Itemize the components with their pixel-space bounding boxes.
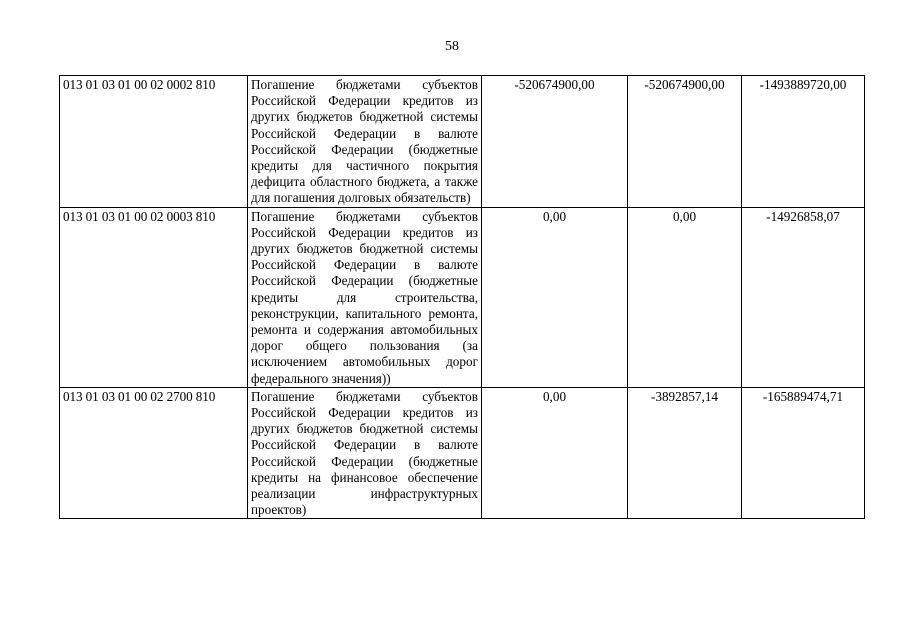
value-cell-2: -520674900,00 [628,76,742,208]
table-row [60,207,865,387]
value-cell-3: -1493889720,00 [742,76,865,208]
description-cell: Погашение бюджетами субъектов Российской Федерации кредитов из других бюджетов бюджетной системы Российской Федерации в валюте Российской Федерации (бюджетные кредиты для строительства, реконструкции, капитального ремонта, ремонта и содержания автомобильных дорог общего пользования (за исключением автомобильных дорог федерального значения)) [248,207,482,387]
description-cell: Погашение бюджетами субъектов Российской Федерации кредитов из других бюджетов бюджетной системы Российской Федерации в валюте Российской Федерации (бюджетные кредиты для частичного покрытия дефицита областного бюджета, а также для погашения долговых обязательств) [248,76,482,208]
description-cell: Погашение бюджетами субъектов Российской Федерации кредитов из других бюджетов бюджетной системы Российской Федерации в валюте Российской Федерации (бюджетные кредиты на финансовое обеспечение реализации инфраструктурных проектов) [248,387,482,519]
budget-code-cell: 013 01 03 01 00 02 0002 810 [60,76,248,208]
budget-table [59,75,865,519]
budget-code-cell: 013 01 03 01 00 02 2700 810 [60,387,248,519]
value-cell-2: -3892857,14 [628,387,742,519]
table-row [60,387,865,519]
value-cell-3: -165889474,71 [742,387,865,519]
value-cell-3: -14926858,07 [742,207,865,387]
value-cell-2: 0,00 [628,207,742,387]
value-cell-1: 0,00 [482,387,628,519]
value-cell-1: 0,00 [482,207,628,387]
value-cell-1: -520674900,00 [482,76,628,208]
budget-code-cell: 013 01 03 01 00 02 0003 810 [60,207,248,387]
table-row [60,76,865,208]
page-number: 58 [445,39,459,54]
